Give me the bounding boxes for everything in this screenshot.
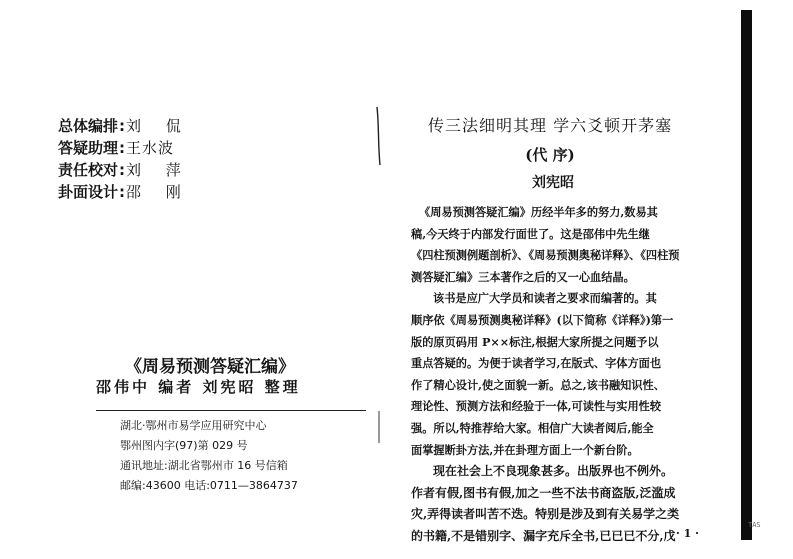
text-line: 强。所以,特推荐给大家。相信广大读者阅后,能全 — [411, 420, 654, 435]
credit-row — [58, 159, 258, 181]
text-line: 灾,弄得读者叫苦不迭。特别是涉及到有关易学之类 — [411, 507, 680, 522]
publisher-line: 邮编:43600 电话:0711—3864737 — [120, 479, 298, 492]
credit-separator: : — [119, 139, 126, 157]
publisher-line: 湖北·鄂州市易学应用研究中心 — [120, 419, 267, 432]
preface-body — [411, 202, 711, 548]
fold-mark-icon — [375, 410, 383, 444]
text-line: 作者有假,图书有假,加之一些不法书商盗版,泛滥成 — [411, 485, 676, 500]
preface-author: 刘宪昭 — [532, 175, 574, 191]
binding-shadow — [741, 10, 752, 540]
scan-stamp: TAS — [748, 521, 761, 529]
credit-name: 邵 刚 — [126, 183, 191, 201]
page-number: · 1 · — [676, 527, 699, 540]
credit-label: 总体编排 — [58, 117, 119, 135]
credit-separator: : — [119, 161, 126, 179]
credit-row — [58, 115, 258, 137]
credit-row — [58, 137, 258, 159]
fold-mark-icon — [373, 105, 385, 167]
text-line: 顺序依《周易预测奥秘详释》(以下简称《详释》)第一 — [411, 312, 674, 327]
preface-subtitle: (代 序) — [525, 146, 575, 164]
credit-name: 刘 侃 — [126, 117, 191, 135]
text-line: 面掌握断卦方法,并在卦理方面上一个新台阶。 — [411, 442, 639, 457]
preface-title: 传三法细明其理 学六爻顿开茅塞 — [428, 116, 673, 135]
credit-label: 答疑助理 — [58, 139, 119, 157]
credit-name: 王水波 — [126, 139, 175, 157]
publisher-line: 通讯地址:湖北省鄂州市 16 号信箱 — [120, 459, 288, 472]
publisher-line: 鄂州图内字(97)第 029 号 — [120, 439, 248, 452]
book-title: 《周易预测答疑汇编》 — [125, 357, 295, 377]
text-line: 《周易预测答疑汇编》历经半年多的努力,数易其 — [419, 205, 658, 219]
credit-name: 刘 萍 — [126, 161, 191, 179]
book-authors: 邵伟中 编者 刘宪昭 整理 — [96, 378, 301, 396]
text-line: 《四柱预测例题剖析》、《周易预测奥秘详释》、《四柱预 — [411, 248, 680, 263]
text-line: 版的原页码用 P××标注,根据大家所提之问题予以 — [411, 334, 659, 349]
divider-rule — [96, 410, 366, 411]
text-line: 稿,今天终于内部发行面世了。这是邵伟中先生继 — [411, 226, 650, 241]
credit-row — [58, 181, 258, 203]
credit-separator: : — [119, 117, 126, 135]
text-line: 该书是应广大学员和读者之要求而编著的。其 — [433, 291, 657, 306]
text-line: 作了精心设计,使之面貌一新。总之,该书融知识性、 — [411, 377, 665, 392]
text-line: 重点答疑的。为便于读者学习,在版式、字体方面也 — [411, 356, 662, 371]
text-line: 现在社会上不良现象甚多。出版界也不例外。 — [433, 464, 674, 479]
credits-block — [58, 115, 258, 203]
credit-label: 责任校对 — [58, 161, 119, 179]
credit-separator: : — [119, 183, 126, 201]
text-line: 测答疑汇编》三本著作之后的又一心血结晶。 — [411, 269, 635, 284]
text-line: 的书籍,不是错别字、漏字充斥全书,已已已不分,戊 — [411, 528, 676, 543]
text-line: 理论性、预测方法和经验于一体,可读性与实用性较 — [411, 399, 662, 414]
credit-label: 卦面设计 — [58, 183, 119, 201]
